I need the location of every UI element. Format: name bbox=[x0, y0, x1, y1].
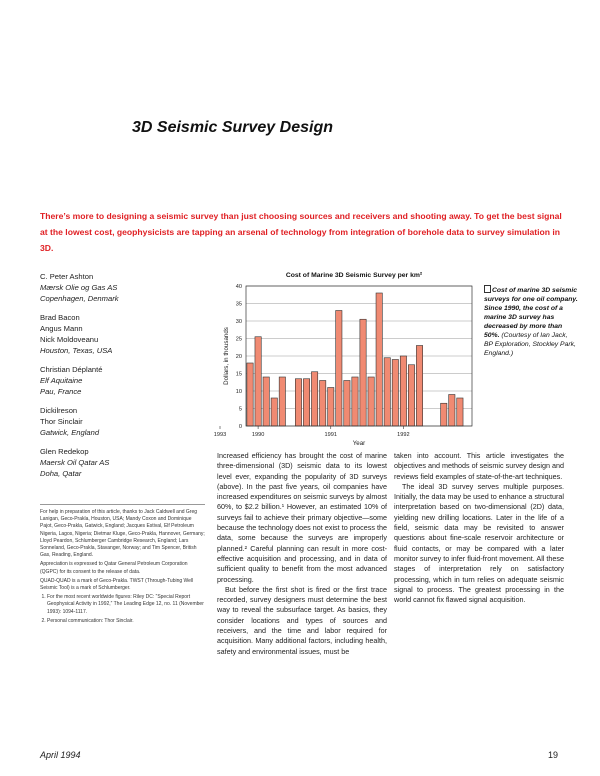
chart-bar bbox=[400, 356, 406, 426]
chart-x-tick-label: 1993 bbox=[213, 432, 227, 438]
article-title: 3D Seismic Survey Design bbox=[132, 119, 333, 136]
chart-y-tick-label: 5 bbox=[238, 406, 242, 413]
author-group bbox=[40, 364, 200, 397]
chart-bar bbox=[303, 379, 309, 426]
chart-y-tick-label: 25 bbox=[235, 336, 242, 343]
author-location: Copenhagen, Denmark bbox=[40, 294, 119, 303]
author-location: Pau, France bbox=[40, 387, 82, 396]
chart-bar bbox=[457, 398, 463, 426]
cost-bar-chart bbox=[213, 268, 475, 447]
body-paragraph: taken into account. This article investigates the objectives and methods of seismic survey design and reviews field examples of state-of-the-art techniques. bbox=[394, 451, 564, 481]
author-affiliation: Mærsk Olie og Gas AS bbox=[40, 283, 118, 292]
chart-bar bbox=[384, 358, 390, 426]
side-notes bbox=[40, 504, 205, 627]
author-location: Doha, Qatar bbox=[40, 469, 82, 478]
chart-y-ticks bbox=[236, 284, 242, 430]
author-affiliation: Maersk Oil Qatar AS bbox=[40, 458, 110, 467]
chart-bar bbox=[408, 365, 414, 426]
author-name: Dickilreson bbox=[40, 406, 78, 415]
author-location: Houston, Texas, USA bbox=[40, 346, 113, 355]
author-name: Christian Déplanté bbox=[40, 365, 103, 374]
chart-bar bbox=[263, 377, 269, 426]
body-paragraph: Increased efficiency has brought the cost of marine three-dimensional (3D) seismic data to its lowest level ever, expanding the popularity of 3D surveys (above). In the past five years, oil companies have increased expenditures on seismic surveys by almost 60%, to $2.2 billion.¹ However, an estimated 10% of surveys fail to achieve their primary objective—some because the technology does not exist to process the data, some because the surveys are improperly planned.² Careful planning can result in more cost-effective acquisition and processing, and in data of sufficient quality to benefit from the most advanced processing. bbox=[217, 451, 387, 584]
footnote: 2. Personal communication: Thor Sinclair. bbox=[47, 618, 205, 625]
author-name: C. Peter Ashton bbox=[40, 272, 94, 281]
chart-bar bbox=[295, 379, 301, 426]
chart-y-label: Dollars, in thousands bbox=[223, 327, 230, 385]
body-column-1 bbox=[217, 451, 387, 657]
body-column-2 bbox=[394, 451, 564, 605]
appreciation-note: Appreciation is expressed to Qatar General Petroleum Corporation (QGPC) for its consent to the release of data. bbox=[40, 561, 188, 575]
lead-paragraph: There’s more to designing a seismic survey than just choosing sources and receivers and shooting away. To get the best signal at the lowest cost, geophysicists are tapping an arsenal of technology from integration of borehole data to survey simulation in 3D. bbox=[40, 211, 562, 253]
chart-y-tick-label: 10 bbox=[235, 389, 242, 395]
chart-bar bbox=[328, 388, 334, 427]
chart-bar bbox=[368, 377, 374, 426]
author-name: Glen Redekop bbox=[40, 447, 89, 456]
chart-bar bbox=[449, 395, 455, 427]
chart-x-label: Year bbox=[352, 440, 366, 447]
chart-y-tick-label: 20 bbox=[235, 354, 242, 360]
chart-bar bbox=[336, 311, 342, 427]
author-name: Brad Bacon bbox=[40, 313, 80, 322]
author-name: Thor Sinclair bbox=[40, 417, 83, 426]
chart-bar bbox=[376, 293, 382, 426]
chart-bar bbox=[392, 360, 398, 427]
chart-x-ticks bbox=[214, 426, 410, 438]
author-name: Angus Mann bbox=[40, 324, 83, 333]
footnote: 1. For the most recent worldwide figures: Riley DC: “Special Report Geophysical Activity in 1992,” The Leading Edge 12, no. 11 (November 1993): 1094-1117. bbox=[47, 594, 205, 616]
author-group bbox=[40, 446, 200, 479]
author-list bbox=[40, 271, 200, 487]
chart-bar bbox=[271, 398, 277, 426]
chart-bar bbox=[279, 377, 285, 426]
footnote-list bbox=[40, 594, 205, 625]
body-paragraph: But before the first shot is fired or the first trace recorded, survey designers must determine the best way to reveal the subsurface target. As basics, they consider locations and types of sources and receivers, and the time and labor required for acquisition. Many additional factors, including health, safety and environmental issues, must be bbox=[217, 584, 387, 656]
chart-x-tick-label: 1992 bbox=[397, 432, 410, 438]
chart-bar bbox=[360, 319, 366, 426]
chart-x-tick-label: 1991 bbox=[324, 432, 337, 438]
author-group bbox=[40, 405, 200, 438]
caption-credit: (Courtesy of Ian Jack, BP Exploration, Stockley Park, England.) bbox=[484, 332, 576, 357]
chart-y-tick-label: 15 bbox=[235, 371, 242, 378]
chart-y-tick-label: 0 bbox=[238, 424, 242, 430]
chart-bars bbox=[247, 293, 463, 426]
trademark-note: QUAD-QUAD is a mark of Geco-Prakla. TWST (Through-Tubing Well Seismic Tool) is a mark of Schlumberger. bbox=[40, 577, 194, 592]
chart-bar bbox=[441, 403, 447, 426]
body-paragraph: The ideal 3D survey serves multiple purposes. Initially, the data may be used to enhance a structural interpretation based on two-dimensional (2D) data, yielding new drilling locations. Later in the life of a field, seismic data may be revisited to answer questions about fine-scale reservoir architecture or fluid contacts, or may be compared with a later monitor survey to infer fluid-front movement. All these stages of interpretation rely on satisfactory processing, which in turn relies on adequate seismic signal to process. The greatest processing in the world cannot fix flawed signal acquisition. bbox=[394, 481, 564, 605]
author-location: Gatwick, England bbox=[40, 428, 100, 437]
caption-marker-icon bbox=[484, 285, 491, 293]
chart-y-tick-label: 40 bbox=[235, 284, 242, 290]
author-name: Nick Moldoveanu bbox=[40, 335, 99, 344]
acknowledgment-note: For help in preparation of this article, thanks to Jack Caldwell and Greg Lanigan, Geco-Prakla, Houston, USA; Mandy Coxon and Dominique Pajot, Geco-Prakla, Gatwick, England; Jacques Estival, Elf Petroleum Nigeria, Lagos, Nigeria; Dietmar Kluge, Geco-Prakla, Hannover, Germany; Lloyd Peardon, Schlumberger Cambridge Research, England; Lars Sonneland, Geco-Prakla, Stavanger, Norway; and Tim Spencer, British Gas, Reading, England. bbox=[40, 509, 205, 559]
caption-text: Cost of marine 3D seismic surveys for one oil company. Since 1990, the cost of a marine 3D survey has decreased by more than 50%. bbox=[484, 287, 578, 339]
figure-caption bbox=[484, 285, 578, 358]
chart-bar bbox=[352, 377, 358, 426]
author-group bbox=[40, 312, 200, 356]
chart-bar bbox=[311, 372, 317, 426]
author-group bbox=[40, 271, 200, 304]
chart-bar bbox=[344, 381, 350, 427]
chart-bar bbox=[247, 363, 253, 426]
author-affiliation: Elf Aquitaine bbox=[40, 376, 83, 385]
chart-y-tick-label: 30 bbox=[235, 319, 242, 325]
chart-bar bbox=[255, 337, 261, 426]
chart-bar bbox=[320, 381, 326, 427]
page-number: 19 bbox=[548, 750, 559, 760]
chart-x-tick-label: 1990 bbox=[251, 432, 265, 438]
issue-date: April 1994 bbox=[40, 750, 81, 760]
chart-bar bbox=[416, 346, 422, 427]
chart-y-tick-label: 35 bbox=[235, 301, 242, 308]
chart-title: Cost of Marine 3D Seismic Survey per km² bbox=[285, 272, 423, 279]
